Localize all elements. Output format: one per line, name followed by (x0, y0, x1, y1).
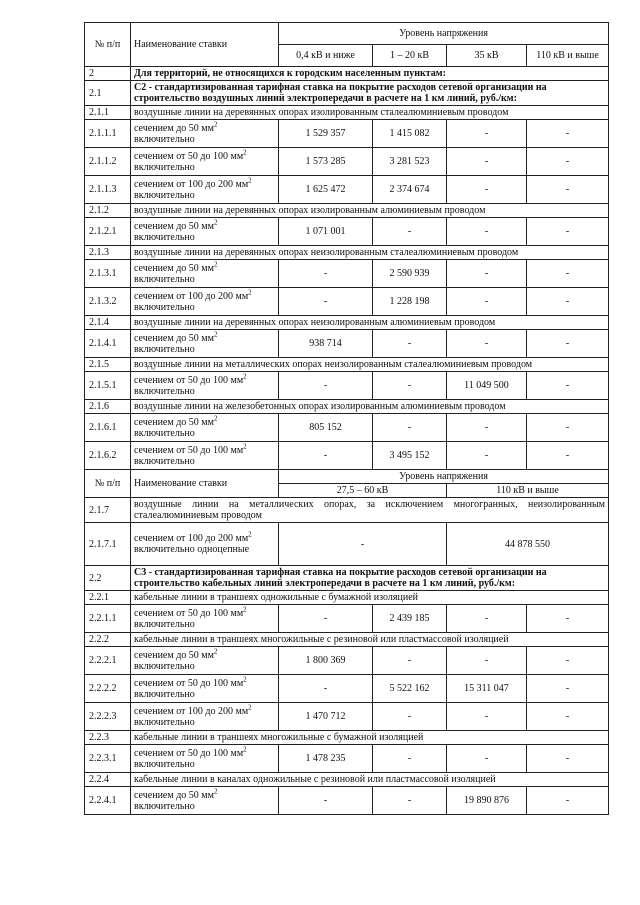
value-cell: - (447, 647, 527, 675)
row-name-text: сечением от 100 до 200 мм (134, 178, 249, 190)
value-cell: - (527, 703, 609, 731)
table-row (85, 523, 609, 566)
value-cell: - (527, 675, 609, 703)
row-number: 2.1.1.3 (85, 176, 131, 204)
row-heading: кабельные линии в траншеях многожильные с бумажной изоляцией (131, 731, 609, 745)
table-row (85, 260, 609, 288)
row-number: 2.2.2.3 (85, 703, 131, 731)
value-cell: - (373, 330, 447, 358)
row-name-sup: 2 (248, 703, 252, 712)
row-number: 2.2.2.2 (85, 675, 131, 703)
table-row (85, 148, 609, 176)
value-cell: - (447, 442, 527, 470)
row-name (131, 647, 279, 675)
value-cell: 15 311 047 (447, 675, 527, 703)
row-name-sup: 2 (248, 530, 252, 539)
value-cell: - (527, 745, 609, 773)
row-name (131, 148, 279, 176)
row-name-text: сечением от 50 до 100 мм (134, 150, 244, 162)
value-cell: - (279, 288, 373, 316)
row-heading: С2 - стандартизированная тарифная ставка на покрытие расходов сетевой организации на строительство воздушных линий электропередачи в расчете на 1 км линий, руб./км: (131, 81, 609, 106)
row-name (131, 787, 279, 815)
table-section-row (85, 731, 609, 745)
value-cell: - (279, 442, 373, 470)
value-cell: - (447, 218, 527, 246)
value-cell: 938 714 (279, 330, 373, 358)
value-cell: 19 890 876 (447, 787, 527, 815)
header-col-2: 35 кВ (447, 45, 527, 67)
value-cell: - (527, 148, 609, 176)
table-row (85, 218, 609, 246)
table-row (85, 372, 609, 400)
value-cell: - (279, 523, 447, 566)
value-cell: 1 478 235 (279, 745, 373, 773)
value-cell: - (527, 120, 609, 148)
value-cell: - (373, 218, 447, 246)
value-cell: - (447, 288, 527, 316)
row-heading: воздушные линии на деревянных опорах неизолированным сталеалюминиевым проводом (131, 246, 609, 260)
header2-col-1: 110 кВ и выше (447, 484, 609, 498)
row-name-suffix: включительно (134, 343, 195, 355)
row-name-text: сечением до 50 мм (134, 220, 214, 232)
row-name-text: сечением до 50 мм (134, 649, 214, 661)
row-name-suffix: включительно (134, 133, 195, 145)
row-name-sup: 2 (213, 414, 218, 423)
header-num: № п/п (85, 23, 131, 67)
table-row (85, 442, 609, 470)
table-section-row (85, 591, 609, 605)
row-name-suffix: включительно (134, 455, 195, 467)
value-cell: - (373, 647, 447, 675)
row-name (131, 703, 279, 731)
row-name-sup: 2 (213, 120, 218, 129)
row-name (131, 330, 279, 358)
value-cell: - (373, 414, 447, 442)
value-cell: - (279, 787, 373, 815)
row-name-text: сечением от 50 до 100 мм (134, 747, 244, 759)
row-heading: Для территорий, не относящихся к городским населенным пунктам: (131, 67, 609, 81)
value-cell: 1 228 198 (373, 288, 447, 316)
row-name-text: сечением от 50 до 100 мм (134, 677, 244, 689)
table-row (85, 176, 609, 204)
row-number: 2.1.7 (85, 498, 131, 523)
row-number: 2.1.7.1 (85, 523, 131, 566)
row-number: 2.1.5 (85, 358, 131, 372)
table-row (85, 745, 609, 773)
tariff-table-secondary (84, 469, 609, 566)
table-section-row (85, 246, 609, 260)
value-cell: - (279, 605, 373, 633)
row-number: 2.2.1.1 (85, 605, 131, 633)
value-cell: 11 049 500 (447, 372, 527, 400)
row-number: 2.2 (85, 566, 131, 591)
table-section-row (85, 67, 609, 81)
header2-num: № п/п (85, 470, 131, 498)
value-cell: - (447, 414, 527, 442)
table-row (85, 330, 609, 358)
table-section-row (85, 566, 609, 591)
value-cell: - (447, 605, 527, 633)
row-number: 2.2.4.1 (85, 787, 131, 815)
value-cell: - (527, 787, 609, 815)
row-name-suffix: включительно (134, 618, 195, 630)
row-name-text: сечением до 50 мм (134, 262, 214, 274)
row-heading: воздушные линии на металлических опорах неизолированным сталеалюминиевым проводом (131, 358, 609, 372)
row-name-sup: 2 (243, 148, 247, 157)
row-heading: кабельные линии в каналах одножильные с резиновой или пластмассовой изоляцией (131, 773, 609, 787)
row-number: 2.1.3 (85, 246, 131, 260)
header-col-3: 110 кВ и выше (527, 45, 609, 67)
header-voltage-level: Уровень напряжения (279, 23, 609, 45)
table-row (85, 675, 609, 703)
row-number: 2.1 (85, 81, 131, 106)
row-name-text: сечением от 100 до 200 мм (134, 290, 249, 302)
row-heading: кабельные линии в траншеях многожильные с резиновой или пластмассовой изоляцией (131, 633, 609, 647)
value-cell: - (373, 372, 447, 400)
value-cell: - (527, 414, 609, 442)
row-name-text: сечением от 50 до 100 мм (134, 607, 244, 619)
row-name-sup: 2 (243, 372, 247, 381)
row-name-sup: 2 (248, 176, 252, 185)
row-number: 2.2.3.1 (85, 745, 131, 773)
value-cell: 5 522 162 (373, 675, 447, 703)
row-name (131, 218, 279, 246)
table-row (85, 605, 609, 633)
value-cell: 1 415 082 (373, 120, 447, 148)
row-heading: воздушные линии на деревянных опорах изолированным сталеалюминиевым проводом (131, 106, 609, 120)
value-cell: 1 625 472 (279, 176, 373, 204)
value-cell: - (279, 675, 373, 703)
row-name-sup: 2 (243, 675, 247, 684)
value-cell: - (527, 288, 609, 316)
row-name-sup: 2 (243, 605, 247, 614)
row-number: 2.1.3.1 (85, 260, 131, 288)
value-cell: - (373, 787, 447, 815)
table-section-row (85, 358, 609, 372)
value-cell: 44 878 550 (447, 523, 609, 566)
table-section-row (85, 106, 609, 120)
table-section-row (85, 81, 609, 106)
row-name-text: сечением до 50 мм (134, 122, 214, 134)
row-heading: воздушные линии на деревянных опорах неизолированным алюминиевым проводом (131, 316, 609, 330)
header2-name: Наименование ставки (131, 470, 279, 498)
row-heading: воздушные линии на железобетонных опорах изолированным алюминиевым проводом (131, 400, 609, 414)
value-cell: 3 495 152 (373, 442, 447, 470)
row-name-suffix: включительно (134, 427, 195, 439)
table-row (85, 787, 609, 815)
row-name-suffix: включительно (134, 161, 195, 173)
row-number: 2.1.6 (85, 400, 131, 414)
table-row (85, 703, 609, 731)
row-name (131, 442, 279, 470)
row-number: 2.2.4 (85, 773, 131, 787)
value-cell: 2 439 185 (373, 605, 447, 633)
row-name-text: сечением от 100 до 200 мм (134, 705, 249, 717)
value-cell: 2 374 674 (373, 176, 447, 204)
value-cell: - (527, 330, 609, 358)
row-name-sup: 2 (248, 288, 252, 297)
value-cell: - (527, 218, 609, 246)
table-section-row (85, 400, 609, 414)
tariff-table-main (84, 22, 609, 470)
row-name (131, 414, 279, 442)
row-name-sup: 2 (213, 218, 218, 227)
row-name-suffix: включительно (134, 385, 195, 397)
value-cell: - (447, 120, 527, 148)
value-cell: - (527, 647, 609, 675)
row-number: 2.1.4.1 (85, 330, 131, 358)
row-name-sup: 2 (213, 260, 218, 269)
header2-col-0: 27,5 – 60 кВ (279, 484, 447, 498)
table-row (85, 120, 609, 148)
value-cell: 1 071 001 (279, 218, 373, 246)
header-col-0: 0,4 кВ и ниже (279, 45, 373, 67)
row-number: 2.1.4 (85, 316, 131, 330)
row-name-suffix: включительно (134, 231, 195, 243)
value-cell: - (447, 260, 527, 288)
table-row (85, 288, 609, 316)
row-name (131, 745, 279, 773)
row-number: 2.1.2 (85, 204, 131, 218)
row-name (131, 605, 279, 633)
row-number: 2.1.6.2 (85, 442, 131, 470)
row-number: 2.1.6.1 (85, 414, 131, 442)
value-cell: - (373, 703, 447, 731)
row-name-text: сечением до 50 мм (134, 416, 214, 428)
row-heading: воздушные линии на деревянных опорах изолированным алюминиевым проводом (131, 204, 609, 218)
table-section-row (85, 498, 609, 523)
row-name (131, 260, 279, 288)
value-cell: 1 529 357 (279, 120, 373, 148)
row-number: 2 (85, 67, 131, 81)
row-name (131, 523, 279, 566)
value-cell: - (447, 330, 527, 358)
table-section-row (85, 316, 609, 330)
row-name-sup: 2 (213, 647, 218, 656)
row-name-text: сечением до 50 мм (134, 332, 214, 344)
row-name-sup: 2 (243, 745, 247, 754)
row-name-suffix: включительно (134, 301, 195, 313)
row-number: 2.2.1 (85, 591, 131, 605)
value-cell: - (279, 260, 373, 288)
value-cell: - (527, 442, 609, 470)
value-cell: 1 470 712 (279, 703, 373, 731)
value-cell: - (527, 176, 609, 204)
row-name (131, 372, 279, 400)
row-name-sup: 2 (213, 787, 218, 796)
row-number: 2.2.2 (85, 633, 131, 647)
row-name-text: сечением от 100 до 200 мм (134, 533, 249, 544)
row-number: 2.2.3 (85, 731, 131, 745)
row-name (131, 288, 279, 316)
row-name (131, 120, 279, 148)
row-name (131, 675, 279, 703)
header2-voltage-level: Уровень напряжения (279, 470, 609, 484)
table-row (85, 414, 609, 442)
row-number: 2.1.1.1 (85, 120, 131, 148)
row-number: 2.1.3.2 (85, 288, 131, 316)
value-cell: - (527, 605, 609, 633)
row-heading: воздушные линии на металлических опорах, за исключением многогранных, неизолированным сталеалюминиевым проводом (131, 498, 609, 523)
value-cell: 2 590 939 (373, 260, 447, 288)
table-section-row (85, 633, 609, 647)
value-cell: 1 800 369 (279, 647, 373, 675)
row-heading: кабельные линии в траншеях одножильные с бумажной изоляцией (131, 591, 609, 605)
value-cell: 1 573 285 (279, 148, 373, 176)
row-name (131, 176, 279, 204)
row-name-suffix: включительно одноцепные (134, 544, 250, 555)
document-page (84, 22, 608, 815)
value-cell: - (447, 745, 527, 773)
row-name-text: сечением до 50 мм (134, 789, 214, 801)
value-cell: - (279, 372, 373, 400)
table-row (85, 647, 609, 675)
row-number: 2.2.2.1 (85, 647, 131, 675)
row-name-sup: 2 (243, 442, 247, 451)
table-section-row (85, 773, 609, 787)
value-cell: - (527, 260, 609, 288)
row-heading: С3 - стандартизированная тарифная ставка на покрытие расходов сетевой организации на строительство кабельных линий электропередачи в расчете на 1 км линий, руб./км: (131, 566, 609, 591)
row-name-suffix: включительно (134, 716, 195, 728)
row-name-suffix: включительно (134, 688, 195, 700)
row-number: 2.1.1.2 (85, 148, 131, 176)
row-name-sup: 2 (213, 330, 218, 339)
row-name-text: сечением от 50 до 100 мм (134, 444, 244, 456)
tariff-table-cables (84, 565, 609, 815)
row-name-suffix: включительно (134, 273, 195, 285)
row-number: 2.1.5.1 (85, 372, 131, 400)
row-number: 2.1.1 (85, 106, 131, 120)
value-cell: - (447, 148, 527, 176)
value-cell: - (447, 703, 527, 731)
row-name-suffix: включительно (134, 800, 195, 812)
header-name: Наименование ставки (131, 23, 279, 67)
row-name-suffix: включительно (134, 189, 195, 201)
row-name-suffix: включительно (134, 758, 195, 770)
value-cell: - (373, 745, 447, 773)
value-cell: 3 281 523 (373, 148, 447, 176)
table-section-row (85, 204, 609, 218)
value-cell: 805 152 (279, 414, 373, 442)
row-number: 2.1.2.1 (85, 218, 131, 246)
row-name-text: сечением от 50 до 100 мм (134, 374, 244, 386)
row-name-suffix: включительно (134, 660, 195, 672)
header-col-1: 1 – 20 кВ (373, 45, 447, 67)
value-cell: - (527, 372, 609, 400)
value-cell: - (447, 176, 527, 204)
